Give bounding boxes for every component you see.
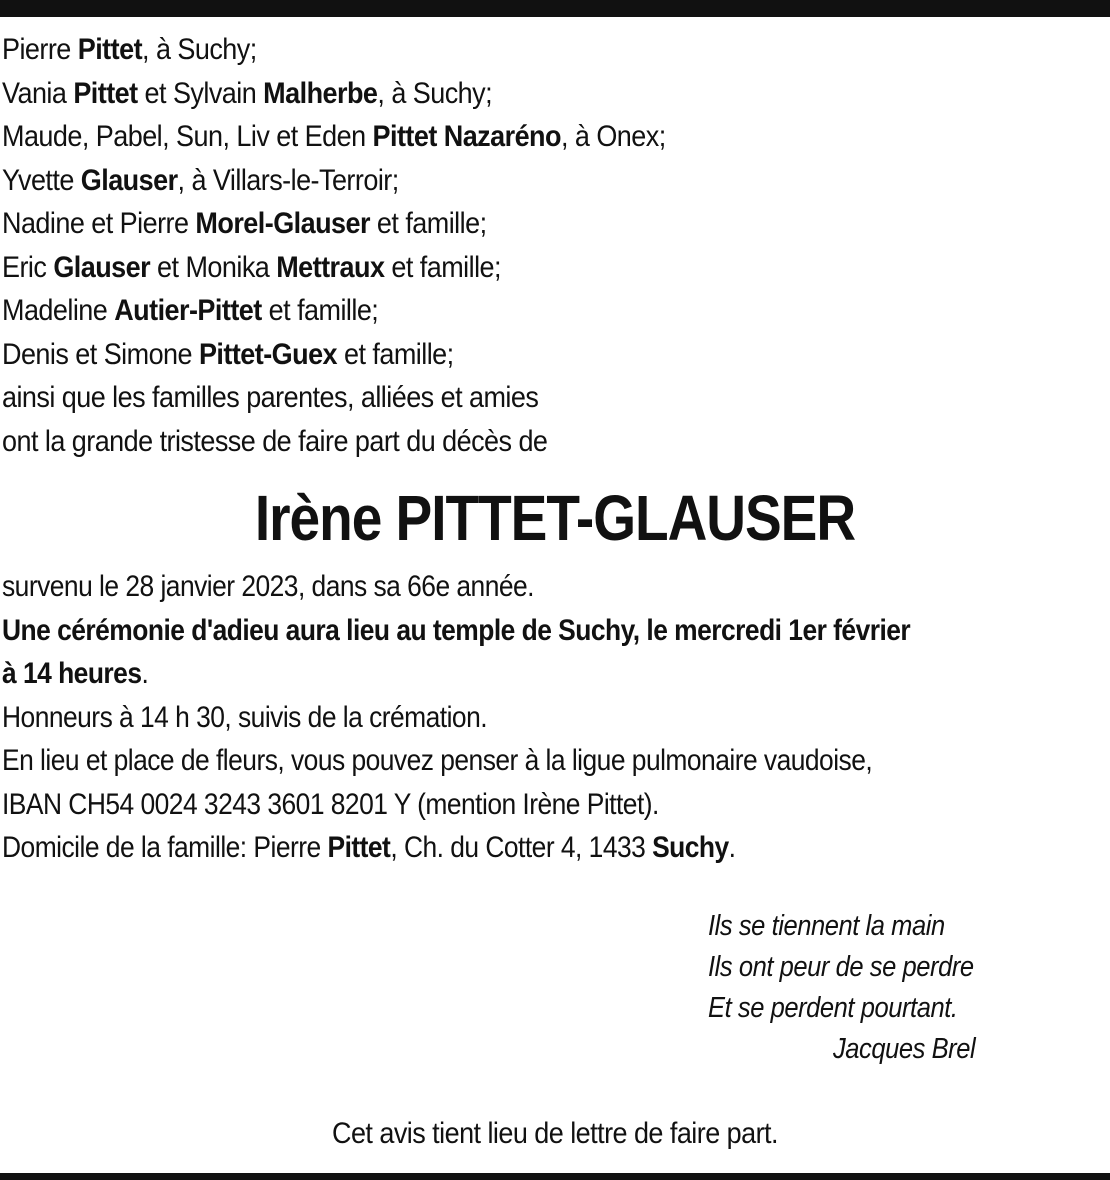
text-segment: , à Onex;: [560, 120, 666, 153]
text-segment: et famille;: [384, 250, 501, 284]
bold-name-text: Pittet: [77, 33, 143, 66]
bold-name-text: Autier-Pittet: [114, 294, 262, 327]
poem-line: Ils se tiennent la main: [708, 910, 945, 942]
bold-name-text: Pittet: [73, 76, 138, 110]
text-segment: Vania: [2, 76, 74, 110]
detail-line: [2, 565, 1102, 609]
family-line: [2, 420, 992, 464]
text-segment: Pierre: [2, 33, 78, 66]
detail-line: [2, 652, 1102, 696]
text-segment: Eric: [2, 250, 54, 284]
text-segment: Honneurs à 14 h 30, suivis de la crémation.: [2, 700, 488, 734]
poem-line: Ils ont peur de se perdre: [708, 951, 974, 983]
text-segment: et Sylvain: [137, 76, 264, 110]
text-segment: et famille;: [261, 294, 379, 327]
text-segment: , à Suchy;: [142, 33, 257, 66]
bold-name-text: Glauser: [53, 250, 151, 284]
family-announcers-list: [2, 28, 1102, 463]
detail-line: [2, 783, 1102, 827]
text-segment: ont la grande tristesse de faire part du décès de: [2, 424, 548, 458]
text-segment: .: [141, 657, 149, 690]
bold-name-text: Pittet-Guex: [198, 337, 338, 371]
detail-line: [2, 739, 1102, 783]
family-line: [2, 72, 992, 116]
text-segment: et famille;: [369, 207, 487, 240]
bold-name-text: Pittet Nazaréno: [372, 120, 561, 153]
family-line: [2, 333, 992, 377]
detail-line: [2, 826, 1102, 870]
family-line: [2, 289, 992, 333]
text-segment: , à Suchy;: [377, 76, 493, 110]
footer-note: Cet avis tient lieu de lettre de faire part.: [331, 1117, 778, 1150]
family-line: [2, 246, 992, 290]
text-segment: et Monika: [150, 250, 277, 284]
bold-name-text: Pittet: [327, 831, 391, 864]
text-segment: , Ch. du Cotter 4, 1433: [390, 831, 653, 864]
detail-line: [2, 609, 1102, 653]
text-segment: Madeline: [2, 294, 115, 327]
family-line: [2, 28, 992, 72]
text-segment: Denis et Simone: [2, 337, 199, 371]
bold-name-text: Malherbe: [263, 76, 378, 110]
text-segment: Nadine et Pierre: [2, 207, 196, 240]
text-segment: , à Villars-le-Terroir;: [177, 163, 399, 197]
ceremony-details: [2, 565, 1110, 870]
text-segment: Maude, Pabel, Sun, Liv et Eden: [2, 120, 373, 153]
detail-line: [2, 696, 1102, 740]
text-segment: IBAN CH54 0024 3243 3601 8201 Y (mention Irène Pittet).: [2, 787, 659, 821]
bottom-border-rule: [0, 1173, 1110, 1180]
family-line: [2, 376, 992, 420]
bold-name-text: Morel-Glauser: [195, 207, 370, 240]
text-segment: Domicile de la famille: Pierre: [2, 831, 328, 864]
deceased-name: Irène PITTET-GLAUSER: [254, 482, 856, 554]
family-line: [2, 115, 992, 159]
top-border-rule: [0, 0, 1110, 17]
family-line: [2, 159, 992, 203]
text-segment: .: [728, 831, 736, 864]
text-segment: ainsi que les familles parentes, alliées et amies: [2, 381, 539, 414]
text-segment: et famille;: [337, 337, 454, 371]
poem-quote: [708, 906, 1068, 1070]
text-segment: survenu le 28 janvier 2023, dans sa 66e année.: [2, 570, 534, 603]
poem-author: Jacques Brel: [832, 1033, 976, 1065]
bold-name-text: Glauser: [80, 163, 178, 197]
text-segment: En lieu et place de fleurs, vous pouvez penser à la ligue pulmonaire vaudoise,: [2, 744, 873, 777]
bold-name-text: Mettraux: [276, 250, 385, 284]
bold-name-text: Une cérémonie d'adieu aura lieu au temple de Suchy, le mercredi 1er février: [2, 613, 911, 647]
family-line: [2, 202, 992, 246]
bold-name-text: à 14 heures: [2, 657, 142, 690]
poem-line: Et se perdent pourtant.: [708, 992, 958, 1024]
text-segment: Yvette: [2, 163, 81, 197]
bold-name-text: Suchy: [652, 831, 729, 864]
